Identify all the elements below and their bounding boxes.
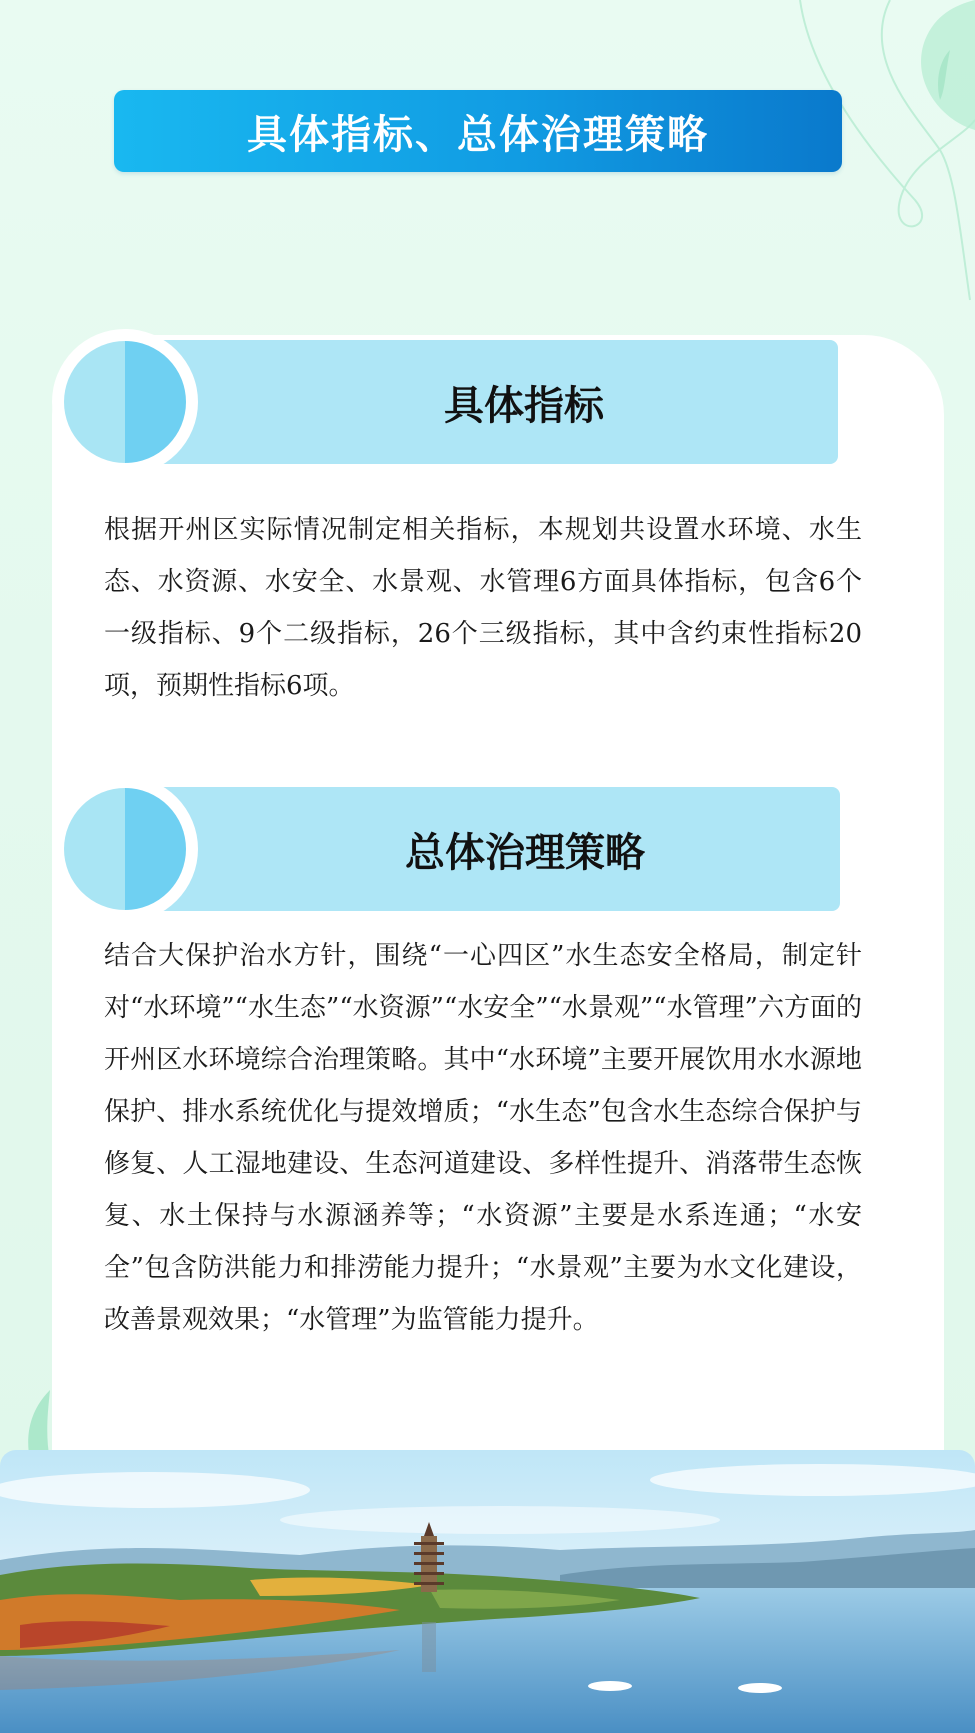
page-title-banner bbox=[114, 90, 842, 172]
lake-landscape-image bbox=[0, 1450, 975, 1733]
section-body-text: 根据开州区实际情况制定相关指标，本规划共设置水环境、水生态、水资源、水安全、水景观、水管理6方面具体指标，包含6个一级指标、9个二级指标，26个三级指标，其中含约束性指标20项，预期性指标6项。 bbox=[104, 515, 862, 701]
section-body-text: 结合大保护治水方针，围绕“一心四区”水生态安全格局，制定针对“水环境”“水生态”“水资源”“水安全”“水景观”“水管理”六方面的开州区水环境综合治理策略。其中“水环境”主要开展饮用水水源地保护、排水系统优化与提效增质；“水生态”包含水生态综合保护与修复、人工湿地建设、生态河道建设、多样性提升、消落带生态恢复、水土保持与水源涵养等；“水资源”主要是水系连通；“水安全”包含防洪能力和排涝能力提升；“水景观”主要为水文化建设，改善景观效果；“水管理”为监管能力提升。 bbox=[104, 941, 862, 1335]
section-header-strategy bbox=[150, 787, 840, 911]
page-title: 具体指标、总体治理策略 bbox=[247, 111, 709, 158]
section-heading: 总体治理策略 bbox=[405, 829, 645, 876]
section-heading: 具体指标 bbox=[444, 382, 604, 429]
circle-decoration-icon bbox=[52, 329, 198, 475]
section-header-indicators bbox=[150, 340, 838, 464]
circle-decoration-icon bbox=[52, 776, 198, 922]
